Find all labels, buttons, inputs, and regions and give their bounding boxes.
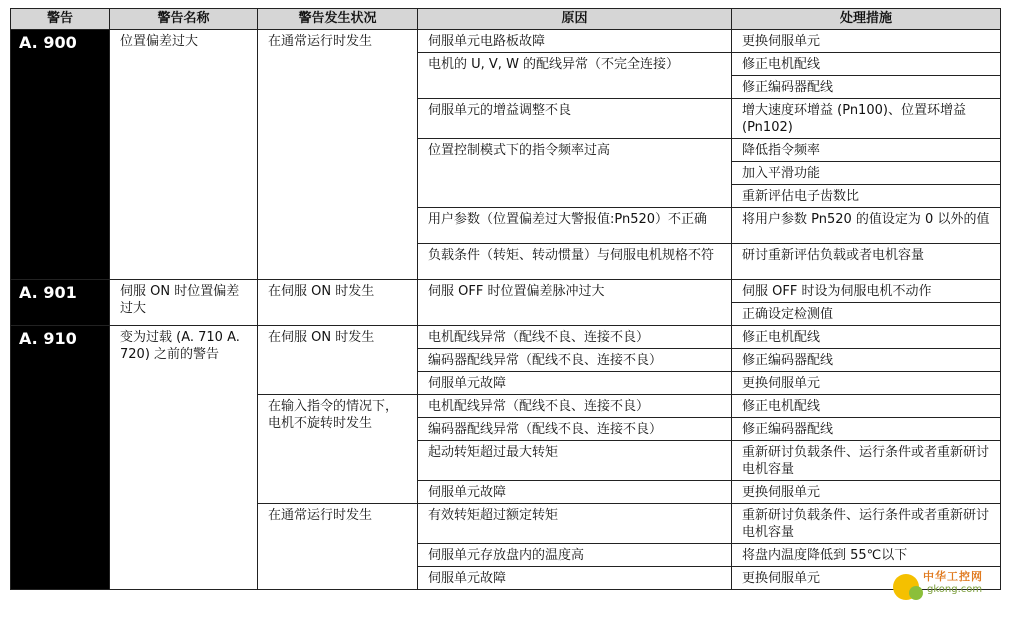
action-cell: 重新评估电子齿数比 (732, 185, 1001, 208)
cause-cell: 伺服单元故障 (418, 567, 732, 590)
table-row (11, 326, 1001, 349)
action-cell: 修正编码器配线 (732, 418, 1001, 441)
action-cell: 将盘内温度降低到 55℃以下 (732, 544, 1001, 567)
cause-cell: 伺服单元电路板故障 (418, 30, 732, 53)
action-cell: 研讨重新评估负载或者电机容量 (732, 244, 1001, 280)
action-cell: 更换伺服单元 (732, 30, 1001, 53)
header-code: 警告 (11, 9, 110, 30)
cause-cell: 编码器配线异常（配线不良、连接不良） (418, 418, 732, 441)
alarm-situation-a910-normal: 在通常运行时发生 (258, 504, 418, 590)
watermark-title: 中华工控网 (923, 570, 983, 583)
table-row (11, 30, 1001, 53)
cause-cell: 电机配线异常（配线不良、连接不良） (418, 395, 732, 418)
action-cell: 更换伺服单元 (732, 481, 1001, 504)
cause-cell: 伺服单元故障 (418, 372, 732, 395)
table-row (11, 280, 1001, 303)
action-cell: 重新研讨负载条件、运行条件或者重新研讨电机容量 (732, 441, 1001, 481)
cause-cell: 伺服单元故障 (418, 481, 732, 504)
header-situation: 警告发生状况 (258, 9, 418, 30)
action-cell: 伺服 OFF 时设为伺服电机不动作 (732, 280, 1001, 303)
alarm-situation-a901: 在伺服 ON 时发生 (258, 280, 418, 326)
action-cell: 将用户参数 Pn520 的值设定为 0 以外的值 (732, 208, 1001, 244)
alarm-situation-a910-servo-on: 在伺服 ON 时发生 (258, 326, 418, 395)
header-action: 处理措施 (732, 9, 1001, 30)
action-cell: 修正电机配线 (732, 326, 1001, 349)
alarm-code-a900: A. 900 (11, 30, 110, 280)
action-cell: 重新研讨负载条件、运行条件或者重新研讨电机容量 (732, 504, 1001, 544)
action-cell: 降低指令频率 (732, 139, 1001, 162)
cause-cell: 位置控制模式下的指令频率过高 (418, 139, 732, 208)
action-cell: 修正编码器配线 (732, 349, 1001, 372)
action-cell: 正确设定检测值 (732, 303, 1001, 326)
action-cell: 修正电机配线 (732, 53, 1001, 76)
cause-cell: 伺服单元的增益调整不良 (418, 99, 732, 139)
alarm-table (10, 8, 1001, 590)
action-cell: 更换伺服单元 (732, 567, 1001, 590)
action-cell: 增大速度环增益 (Pn100)、位置环增益 (Pn102) (732, 99, 1001, 139)
cause-cell: 用户参数（位置偏差过大警报值:Pn520）不正确 (418, 208, 732, 244)
table-header-row (11, 9, 1001, 30)
action-cell: 修正编码器配线 (732, 76, 1001, 99)
header-cause: 原因 (418, 9, 732, 30)
cause-cell: 负载条件（转矩、转动惯量）与伺服电机规格不符 (418, 244, 732, 280)
cause-cell: 电机的 U, V, W 的配线异常（不完全连接） (418, 53, 732, 99)
cause-cell: 有效转矩超过额定转矩 (418, 504, 732, 544)
header-name: 警告名称 (110, 9, 258, 30)
action-cell: 加入平滑功能 (732, 162, 1001, 185)
alarm-name-a910: 变为过载 (A. 710 A. 720) 之前的警告 (110, 326, 258, 590)
cause-cell: 编码器配线异常（配线不良、连接不良） (418, 349, 732, 372)
alarm-name-a901: 伺服 ON 时位置偏差过大 (110, 280, 258, 326)
alarm-situation-a910-no-rotation: 在输入指令的情况下，电机不旋转时发生 (258, 395, 418, 504)
cause-cell: 伺服 OFF 时位置偏差脉冲过大 (418, 280, 732, 326)
watermark-url: gkong.com (927, 584, 983, 595)
action-cell: 修正电机配线 (732, 395, 1001, 418)
alarm-name-a900: 位置偏差过大 (110, 30, 258, 280)
cause-cell: 伺服单元存放盘内的温度高 (418, 544, 732, 567)
cause-cell: 电机配线异常（配线不良、连接不良） (418, 326, 732, 349)
action-cell: 更换伺服单元 (732, 372, 1001, 395)
alarm-situation-a900: 在通常运行时发生 (258, 30, 418, 280)
cause-cell: 起动转矩超过最大转矩 (418, 441, 732, 481)
alarm-code-a910: A. 910 (11, 326, 110, 590)
alarm-code-a901: A. 901 (11, 280, 110, 326)
